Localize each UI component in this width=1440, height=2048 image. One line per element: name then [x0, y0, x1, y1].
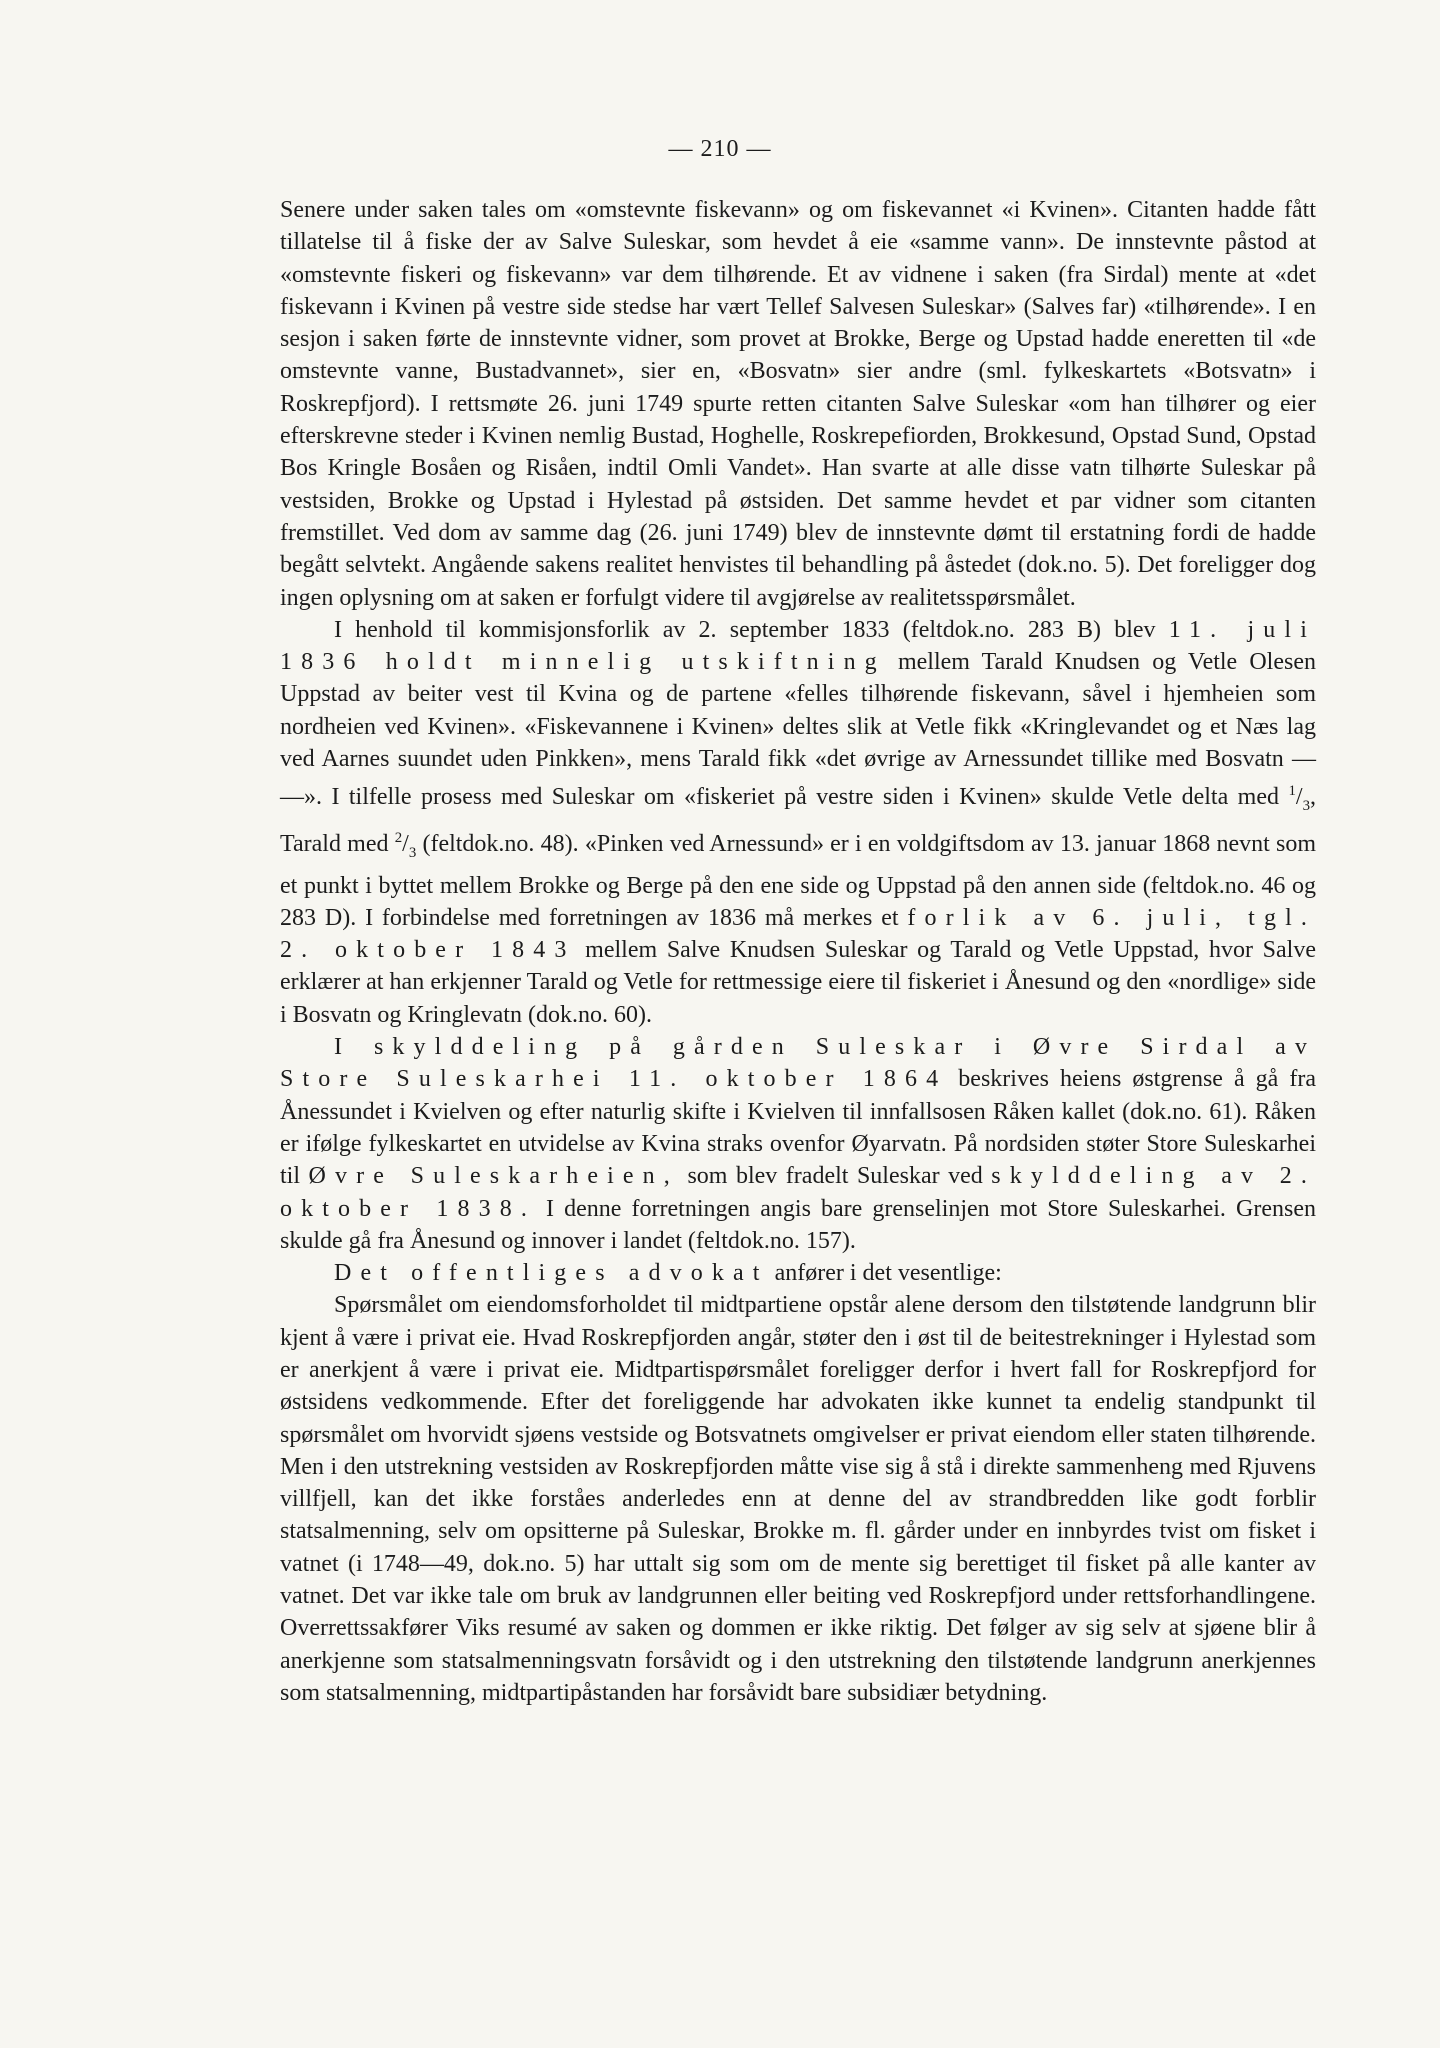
paragraph	[280, 1289, 1316, 1709]
paragraph-text: anfører i det vesentlige:	[768, 1260, 1002, 1287]
paragraph-text: I henhold til kommisjonsforlik av 2. september 1833 (feltdok.no. 283 B) blev	[334, 616, 1169, 643]
paragraph-text: , Tarald med	[280, 784, 1316, 858]
spaced-emphasis-text: skylddeling av 2. oktober 1838.	[280, 1163, 1316, 1222]
paragraph	[280, 1031, 1316, 1257]
paragraph	[280, 194, 1316, 614]
paragraph	[280, 1257, 1316, 1289]
fraction: $^1/_3$	[1288, 783, 1310, 815]
page-number: — 210 —	[668, 136, 772, 162]
paragraph-text: som blev fradelt Suleskar ved	[678, 1163, 992, 1190]
paragraph-text: Senere under saken tales om «omstevnte fiskevann» og om fiskevannet «i Kvinen». Citanten hadde fått tillatelse til å fiske der av Salve Suleskar, som hevdet å eie «samme vann». De innstevnte påstod at «omstevnte fiskeri og fiskevann» var dem tilhørende. Et av vidnene i saken (fra Sirdal) mente at «det fiskevann i Kvinen på vestre side stedse har vært Tellef Salvesen Suleskar» (Salves far) «tilhørende». I en sesjon i saken førte de innstevnte vidner, som provet at Brokke, Berge og Upstad hadde eneretten til «de omstevnte vanne, Bustadvannet», sier en, «Bosvatn» sier andre (sml. fylkeskartets «Botsvatn» i Roskrepfjord). I rettsmøte 26. juni 1749 spurte retten citanten Salve Suleskar «om han tilhører og eier efterskrevne steder i Kvinen nemlig Bustad, Hoghelle, Roskrepefiorden, Brokkesund, Opstad Sund, Opstad Bos Kringle Bosåen og Risåen, indtil Omli Vandet». Han svarte at alle disse vatn tilhørte Suleskar på vestsiden, Brokke og Upstad i Hylestad på østsiden. Det samme hevdet et par vidner som citanten fremstillet. Ved dom av samme dag (26. juni 1749) blev de innstevnte dømt til erstatning fordi de hadde begått selvtekt. Angående sakens realitet henvistes til behandling på åstedet (dok.no. 5). Det foreligger dog ingen oplysning om at saken er forfulgt videre til avgjørelse av realitetsspørsmålet.	[280, 197, 1316, 611]
spaced-emphasis-text: Det offentliges advokat	[334, 1260, 769, 1287]
paragraph-text: (feltdok.no. 48). «Pinken ved Arnessund» er i en voldgiftsdom av 13. januar 1868 nevnt som et punkt i byttet mellem Brokke og Berge på den ene side og Uppstad på den annen side (feltdok.no. 46 og 283 D). I forbindelse med forretningen av 1836 må merkes et	[280, 831, 1316, 931]
spaced-emphasis-text: Øvre Suleskarheien,	[308, 1163, 679, 1190]
paragraph-text: I denne forretningen angis bare grenselinjen mot Store Suleskarhei. Grensen skulde gå fra Ånesund og innover i landet (feltdok.no. 157).	[280, 1195, 1316, 1254]
paragraph-text: Spørsmålet om eiendomsforholdet til midtpartiene opstår alene dersom den tilstøtende landgrunn blir kjent å være i privat eie. Hvad Roskrepfjorden angår, støter den i øst til de beitestrekninger i Hylestad som er anerkjent å være i privat eie. Midtpartispørsmålet foreligger derfor i hvert fall for Roskrepfjord for østsidens vedkommende. Efter det foreliggende har advokaten ikke kunnet ta endelig standpunkt til spørsmålet om hvorvidt sjøens vestside og Botsvatnets omgivelser er privat eiendom eller staten tilhørende. Men i den utstrekning vestsiden av Roskrepfjorden måtte vise sig å stå i direkte sammenheng med Rjuvens villfjell, kan det ikke forståes anderledes enn at denne del av strandbredden like godt forblir statsalmenning, selv om opsitterne på Suleskar, Brokke m. fl. gårder under en innbyrdes tvist om fisket i vatnet (i 1748—49, dok.no. 5) har uttalt sig som om de mente sig berettiget til fisket på alle kanter av vatnet. Det var ikke tale om bruk av landgrunnen eller beiting ved Roskrepfjord under rettsforhandlingene. Overrettssakfører Viks resumé av saken og dommen er ikke riktig. Det følger av sig selv at sjøene blir å anerkjenne som statsalmenningsvatn forsåvidt og i den utstrekning den tilstøtende landgrunn anerkjennes som statsalmenning, midtpartipåstanden har forsåvidt bare subsidiær betydning.	[280, 1292, 1316, 1706]
fraction: $^2/_3$	[394, 830, 417, 862]
paragraph-text: mellem Tarald Knudsen og Vetle Olesen Uppstad av beiter vest til Kvina og de partene «felles tilhørende fiskevann, såvel i hjemheien som nordheien ved Kvinen». «Fiskevannene i Kvinen» deltes slik at Vetle fikk «Kringlevandet og et Næs lag ved Aarnes suundet uden Pinkken», mens Tarald fikk «det øvrige av Arnessundet tillike med Bosvatn — —». I tilfelle prosess med Suleskar om «fiskeriet på vestre siden i Kvinen» skulde Vetle delta med	[280, 649, 1316, 811]
spaced-emphasis-text: forlik av 6. juli, tgl. 2. oktober 1843	[280, 904, 1316, 964]
spaced-emphasis-text: I skylddeling på gården Suleskar i Øvre Sirdal av Store Suleskarhei 11. oktober 1864	[280, 1034, 1316, 1093]
spaced-emphasis-text: 11. juli 1836 holdt minnelig utskiftning	[280, 616, 1317, 676]
paragraph-text: beskrives heiens østgrense å gå fra Ånessundet i Kvielven og efter naturlig skifte i Kvielven til innfallsosen Råken kallet (dok.no. 61). Råken er ifølge fylkeskartet en utvidelse av Kvina straks ovenfor Øyarvatn. På nordsiden støter Store Suleskarhei til	[280, 1066, 1316, 1190]
paragraph	[280, 614, 1316, 1031]
paragraph-text: mellem Salve Knudsen Suleskar og Tarald og Vetle Uppstad, hvor Salve erklærer at han erkjenner Tarald og Vetle for rettmessige eiere til fiskeriet i Ånesund og den «nordlige» side i Bosvatn og Kringlevatn (dok.no. 60).	[280, 937, 1316, 1028]
body-text	[280, 194, 1316, 1709]
